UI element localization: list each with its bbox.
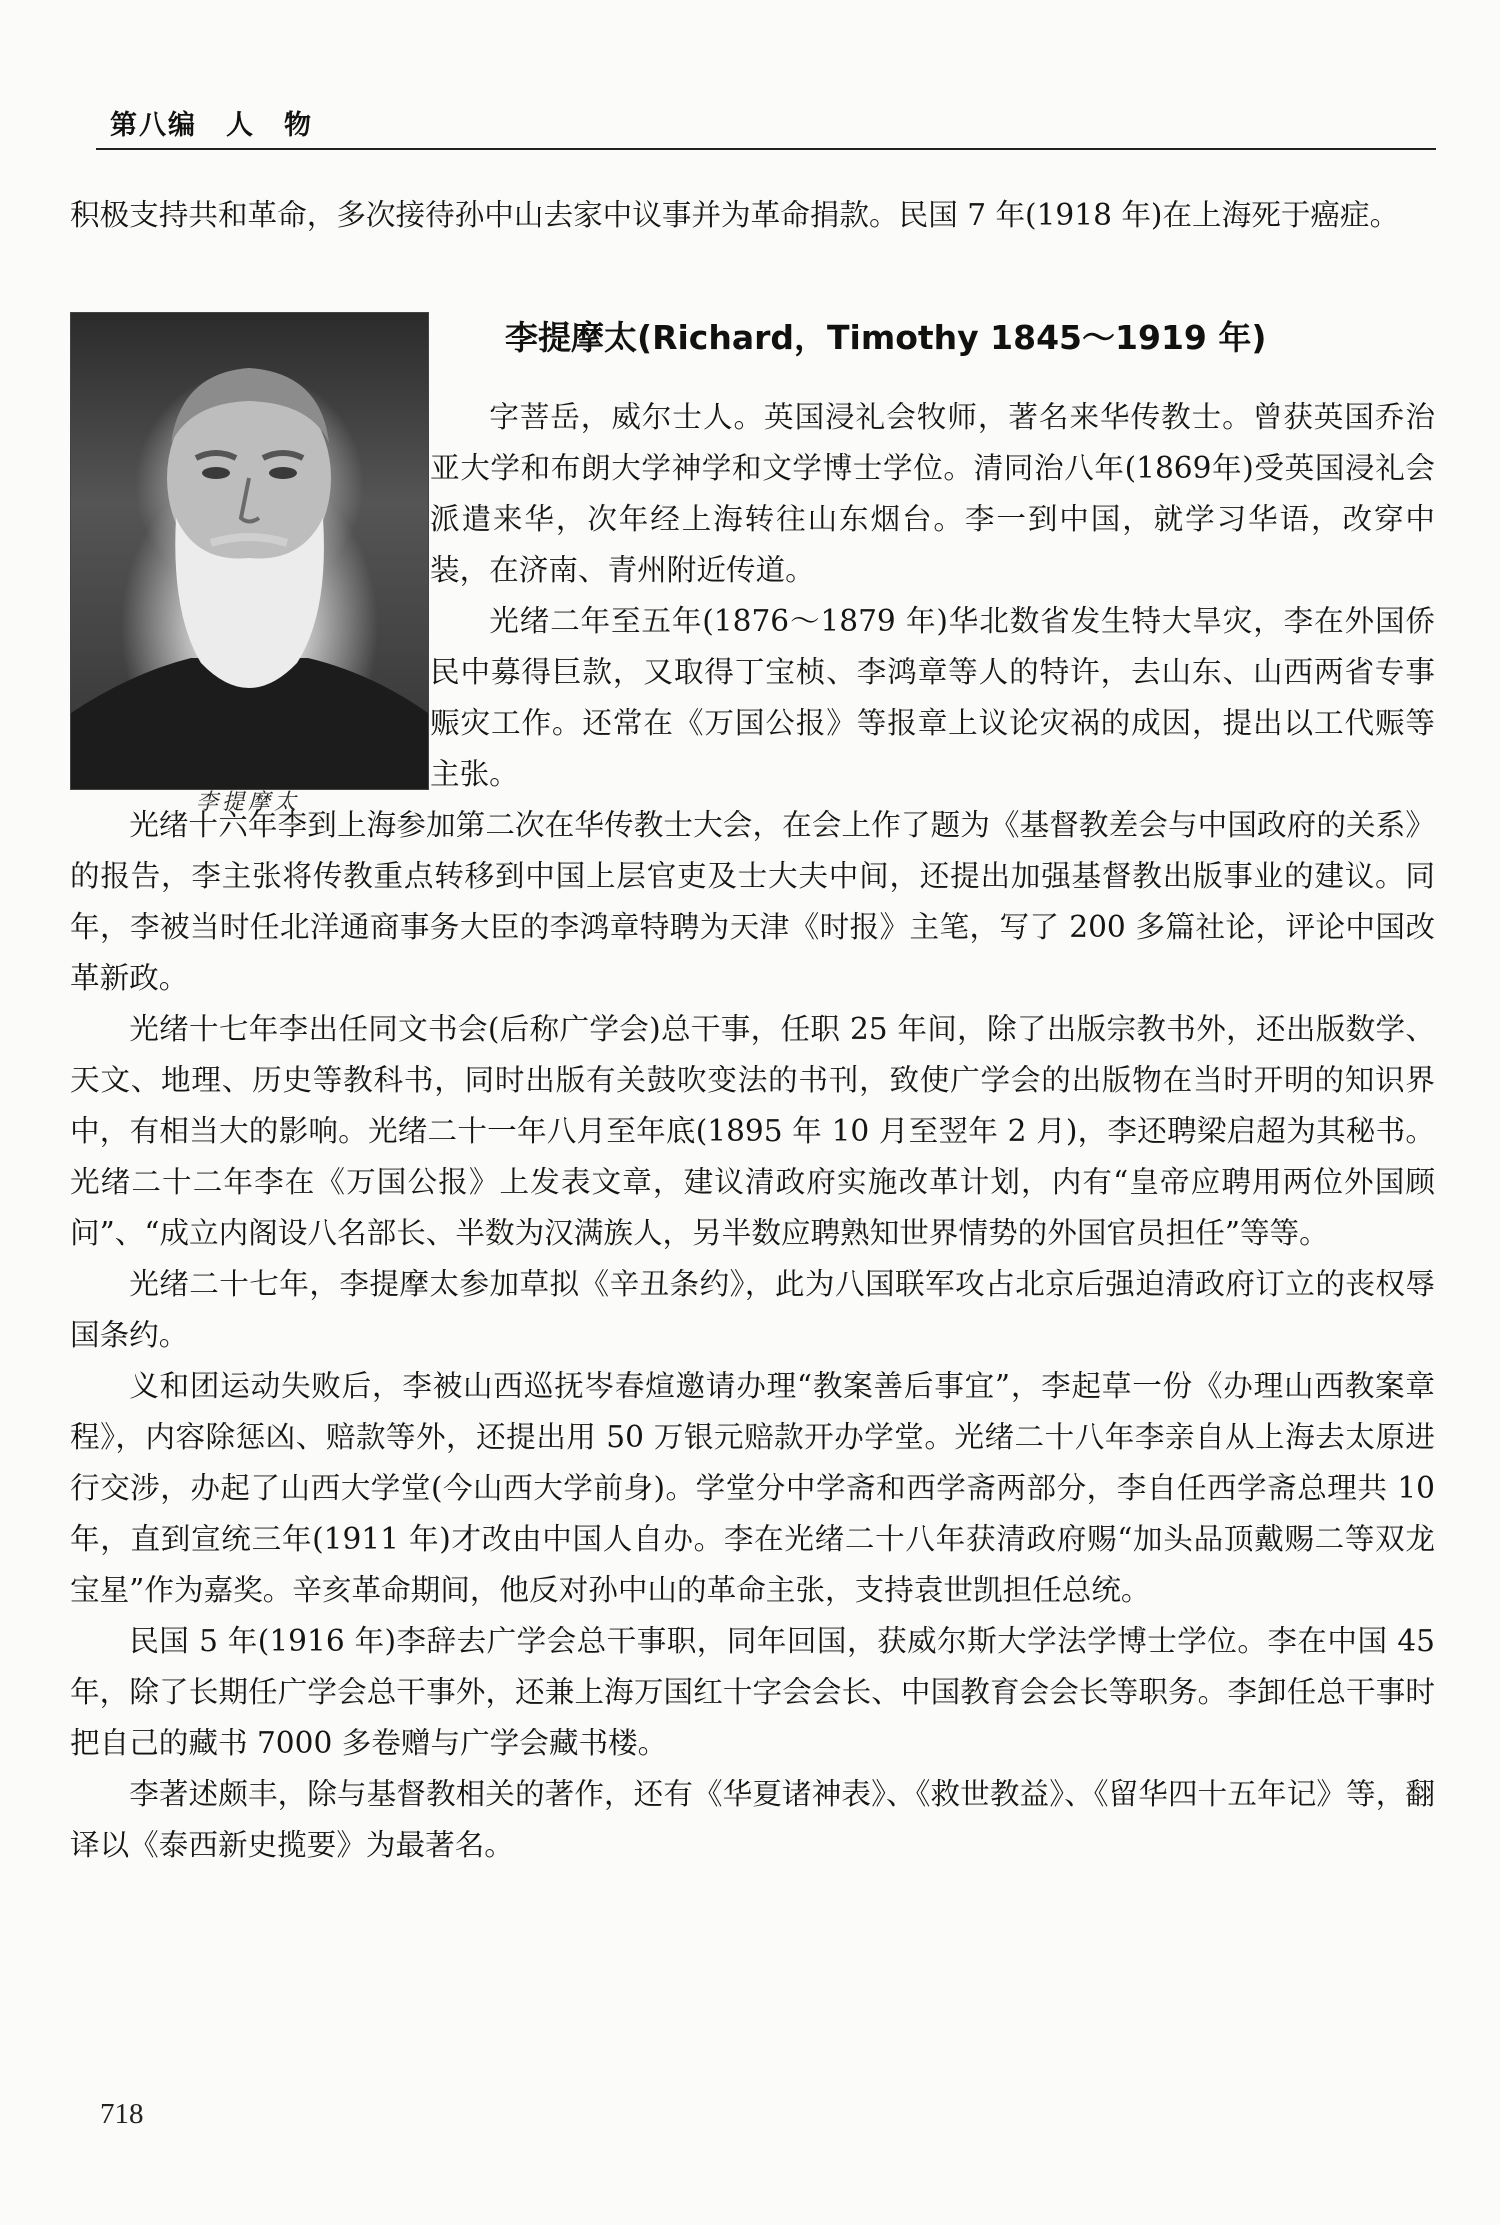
intro-text	[70, 190, 1435, 241]
paragraph: 李著述颇丰，除与基督教相关的著作，还有《华夏诸神表》、《救世教益》、《留华四十五年记》等，翻译以《泰西新史揽要》为最著名。	[70, 1777, 1435, 1862]
paragraph: 光绪二十七年，李提摩太参加草拟《辛丑条约》，此为八国联军攻占北京后强迫清政府订立的丧权辱国条约。	[70, 1267, 1435, 1352]
header-rule	[96, 148, 1436, 150]
photo-caption: 李提摩太	[196, 790, 301, 815]
side-text	[430, 392, 1435, 800]
portrait-photo	[70, 312, 429, 790]
paragraph: 字菩岳，威尔士人。英国浸礼会牧师，著名来华传教士。曾获英国乔治亚大学和布朗大学神学和文学博士学位。清同治八年(1869年)受英国浸礼会派遣来华，次年经上海转往山东烟台。李一到中国，就学习华语，改穿中装，在济南、青州附近传道。	[430, 400, 1435, 587]
paragraph: 民国 5 年(1916 年)李辞去广学会总干事职，同年回国，获威尔斯大学法学博士学位。李在中国 45 年，除了长期任广学会总干事外，还兼上海万国红十字会会长、中国教育会会长等职务。李卸任总干事时把自己的藏书 7000 多卷赠与广学会藏书楼。	[70, 1624, 1435, 1760]
main-text	[70, 800, 1435, 1871]
paragraph: 光绪十七年李出任同文书会(后称广学会)总干事，任职 25 年间，除了出版宗教书外，还出版数学、天文、地理、历史等教科书，同时出版有关鼓吹变法的书刊，致使广学会的出版物在当时开明的知识界中，有相当大的影响。光绪二十一年八月至年底(1895 年 10 月至翌年 2 月)，李还聘梁启超为其秘书。光绪二十二年李在《万国公报》上发表文章，建议清政府实施改革计划，内有“皇帝应聘用两位外国顾问”、“成立内阁设八名部长、半数为汉满族人，另半数应聘熟知世界情势的外国官员担任”等等。	[70, 1012, 1435, 1250]
intro-paragraph: 积极支持共和革命，多次接待孙中山去家中议事并为革命捐款。民国 7 年(1918 年)在上海死于癌症。	[70, 198, 1400, 232]
paragraph: 义和团运动失败后，李被山西巡抚岑春煊邀请办理“教案善后事宜”，李起草一份《办理山西教案章程》，内容除惩凶、赔款等外，还提出用 50 万银元赔款开办学堂。光绪二十八年李亲自从上海去太原进行交涉，办起了山西大学堂(今山西大学前身)。学堂分中学斋和西学斋两部分，李自任西学斋总理共 10 年，直到宣统三年(1911 年)才改由中国人自办。李在光绪二十八年获清政府赐“加头品顶戴赐二等双龙宝星”作为嘉奖。辛亥革命期间，他反对孙中山的革命主张，支持袁世凯担任总统。	[70, 1369, 1435, 1607]
running-head: 第八编 人 物	[110, 110, 313, 141]
paragraph: 光绪二年至五年(1876～1879 年)华北数省发生特大旱灾，李在外国侨民中募得巨款，又取得丁宝桢、李鸿章等人的特许，去山东、山西两省专事赈灾工作。还常在《万国公报》等报章上议论灾祸的成因，提出以工代赈等主张。	[430, 604, 1435, 791]
entry-title: 李提摩太(Richard，Timothy 1845～1919 年)	[505, 318, 1267, 357]
page-number: 718	[100, 2098, 144, 2130]
portrait-figure	[71, 313, 428, 789]
paragraph: 光绪十六年李到上海参加第二次在华传教士大会，在会上作了题为《基督教差会与中国政府的关系》的报告，李主张将传教重点转移到中国上层官吏及士大夫中间，还提出加强基督教出版事业的建议。同年，李被当时任北洋通商事务大臣的李鸿章特聘为天津《时报》主笔，写了 200 多篇社论，评论中国改革新政。	[70, 808, 1435, 995]
